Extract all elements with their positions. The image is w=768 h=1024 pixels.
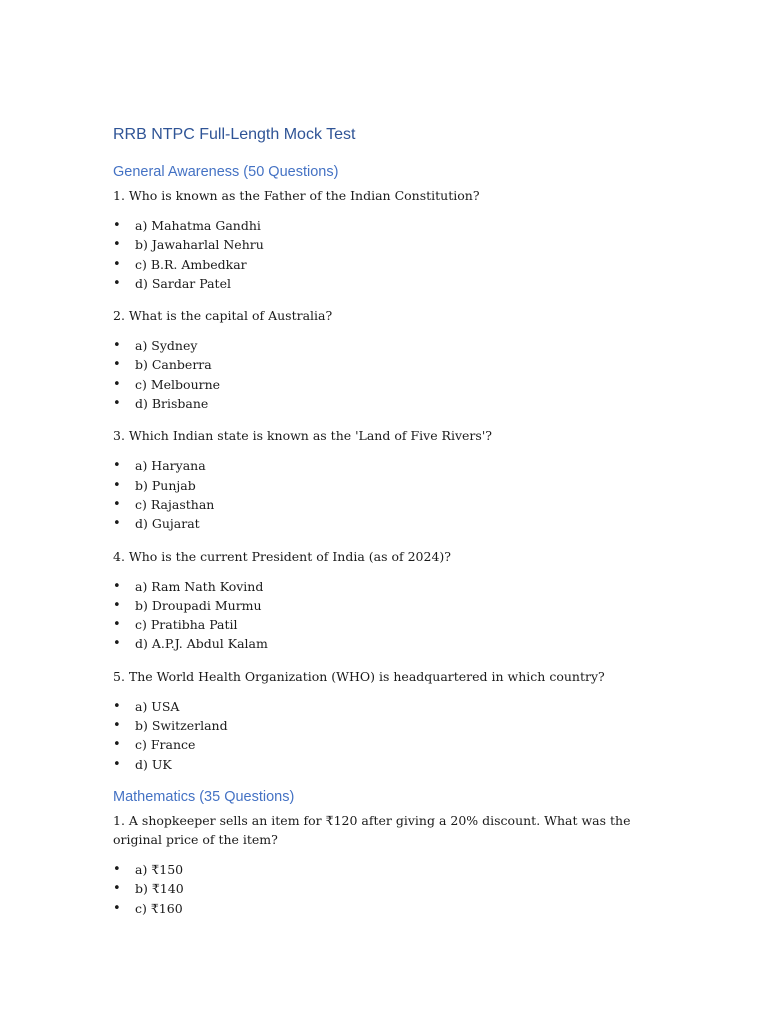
option-item [113,495,673,514]
option-item [113,755,673,774]
option-item [113,235,673,254]
option-list [113,697,673,774]
bullet-icon: • [113,396,121,412]
option-label: c) Pratibha Patil [135,617,238,633]
option-label: c) Melbourne [135,376,221,392]
bullet-icon: • [113,698,121,714]
option-label: b) Droupadi Murmu [135,597,262,613]
option-label: d) Brisbane [135,396,209,412]
option-item [113,697,673,716]
bullet-icon: • [113,861,121,877]
option-label: b) Jawaharlal Nehru [135,237,264,253]
bullet-icon: • [113,516,121,532]
question-text: 1. Who is known as the Father of the Indian Constitution? [113,188,480,203]
bullet-icon: • [113,578,121,594]
option-label: a) ₹150 [135,861,184,877]
option-item [113,860,673,879]
section-heading: Mathematics (35 Questions) [113,788,295,805]
document-title: RRB NTPC Full-Length Mock Test [113,126,356,143]
option-label: a) Ram Nath Kovind [135,578,264,594]
option-label: c) B.R. Ambedkar [135,256,247,272]
option-label: a) Sydney [135,338,198,354]
bullet-icon: • [113,256,121,272]
option-label: b) Punjab [135,477,196,493]
option-label: b) Canberra [135,357,212,373]
bullet-icon: • [113,338,121,354]
option-item [113,336,673,355]
section [113,162,673,774]
option-label: b) Switzerland [135,718,228,734]
option-item [113,476,673,495]
bullet-icon: • [113,737,121,753]
option-list [113,216,673,293]
question-text: 5. The World Health Organization (WHO) is headquartered in which country? [113,668,605,684]
bullet-icon: • [113,718,121,734]
option-list [113,456,673,533]
option-item [113,596,673,615]
option-item [113,735,673,754]
option-label: a) USA [135,698,180,714]
option-label: a) Haryana [135,458,206,474]
bullet-icon: • [113,275,121,291]
bullet-icon: • [113,458,121,474]
bullet-icon: • [113,376,121,392]
option-item [113,255,673,274]
option-item [113,615,673,634]
option-list [113,336,673,413]
question-text: 1. A shopkeeper sells an item for ₹120 after giving a 20% discount. What was the original price of the item? [113,812,631,847]
sections-container [113,162,673,918]
option-label: c) ₹160 [135,900,183,916]
option-item [113,899,673,918]
option-item [113,577,673,596]
option-item [113,879,673,898]
option-item [113,355,673,374]
question-text: 3. Which Indian state is known as the 'Land of Five Rivers'? [113,428,492,444]
option-label: a) Mahatma Gandhi [135,218,261,233]
option-label: d) Gujarat [135,516,200,532]
bullet-icon: • [113,617,121,633]
option-label: b) ₹140 [135,881,184,897]
bullet-icon: • [113,636,121,652]
option-item [113,216,673,235]
bullet-icon: • [113,900,121,916]
option-label: d) A.P.J. Abdul Kalam [135,636,268,652]
option-item [113,456,673,475]
bullet-icon: • [113,357,121,373]
option-item [113,634,673,653]
bullet-icon: • [113,881,121,897]
question-text: 2. What is the capital of Australia? [113,308,333,324]
bullet-icon: • [113,756,121,772]
section [113,787,673,918]
option-label: c) France [135,737,196,753]
option-item [113,514,673,533]
document-page [113,124,673,931]
bullet-icon: • [113,477,121,493]
option-label: d) Sardar Patel [135,275,231,291]
bullet-icon: • [113,496,121,512]
option-label: d) UK [135,756,172,772]
option-item [113,375,673,394]
option-list [113,860,673,918]
bullet-icon: • [113,597,121,613]
option-item [113,394,673,413]
bullet-icon: • [113,218,121,233]
bullet-icon: • [113,237,121,253]
question-text: 4. Who is the current President of India (as of 2024)? [113,548,451,564]
option-item [113,716,673,735]
option-item [113,274,673,293]
option-list [113,577,673,654]
section-heading: General Awareness (50 Questions) [113,164,339,180]
option-label: c) Rajasthan [135,496,215,512]
